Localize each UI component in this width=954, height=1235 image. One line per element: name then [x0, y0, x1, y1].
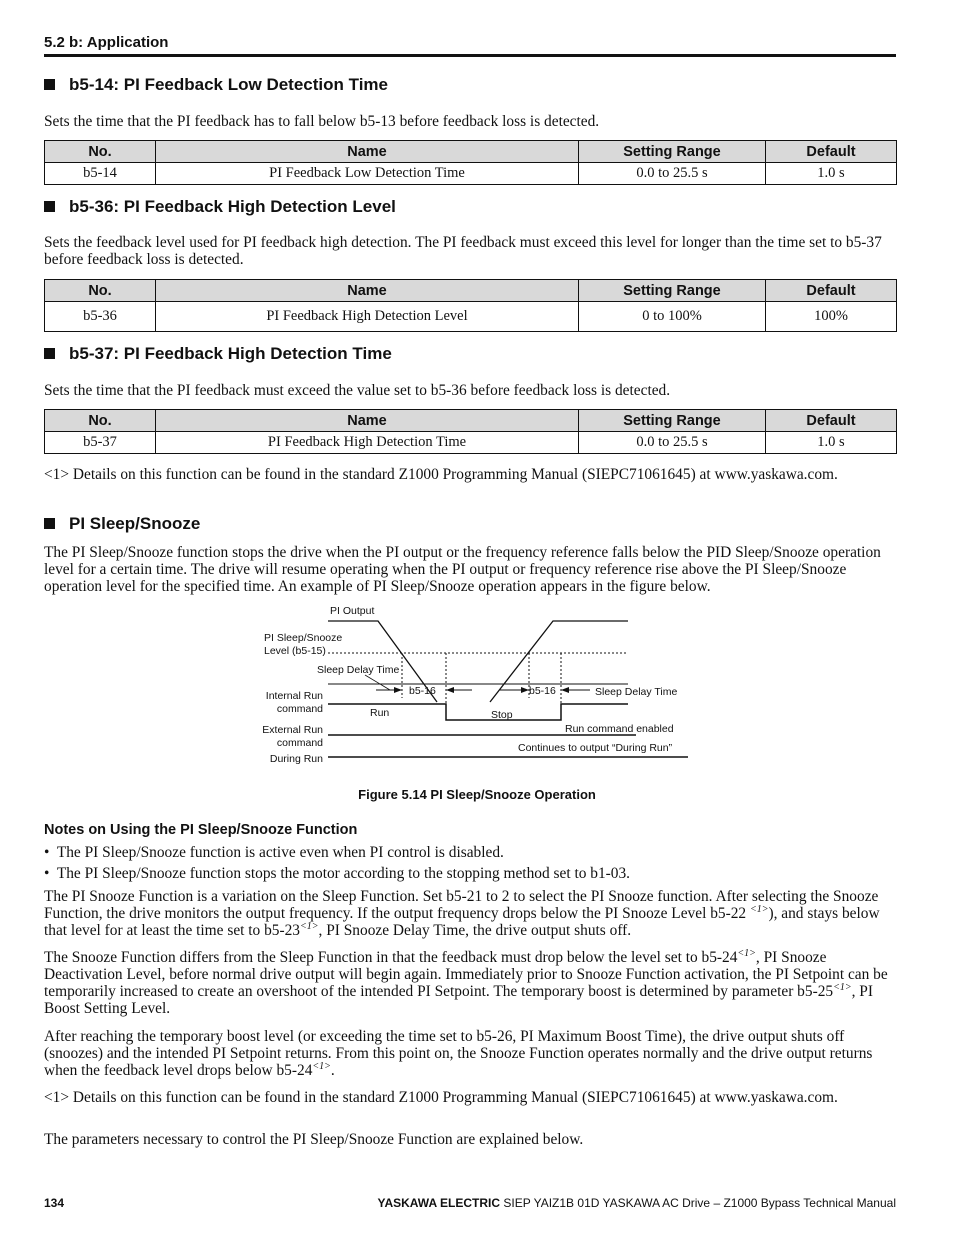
- table-cell: 0.0 to 25.5 s: [579, 432, 766, 454]
- column-header: Setting Range: [579, 280, 766, 302]
- run-label: Run: [370, 707, 390, 719]
- footnote: <1> Details on this function can be found in the standard Z1000 Programming Manual (SIEPC71061645) at www.yaskawa.com.: [44, 1089, 838, 1106]
- text: , PI Snooze Delay Time, the drive output shuts off.: [318, 922, 632, 939]
- text: ), and stays below that level for at least the time set to b5-23: [44, 905, 880, 939]
- paragraph-snooze-3: [44, 1028, 898, 1079]
- internal-run-label-line2: command: [276, 703, 323, 715]
- footnote-ref: <1>: [749, 903, 769, 915]
- footer-text: [378, 1196, 896, 1210]
- footer-doc: SIEP YAIZ1B 01D YASKAWA AC Drive – Z1000 Bypass Technical Manual: [500, 1196, 896, 1210]
- b516-right-label: b5-16: [529, 685, 556, 697]
- continues-label: Continues to output “During Run”: [518, 742, 673, 754]
- paragraph-snooze-2: [44, 949, 898, 1017]
- bullet-text: The PI Sleep/Snooze function is active even when PI control is disabled.: [56, 844, 504, 861]
- column-header: Name: [156, 280, 579, 302]
- heading-text: b5-37: PI Feedback High Detection Time: [69, 344, 392, 363]
- table-cell: PI Feedback High Detection Time: [156, 432, 579, 454]
- table-cell: 0 to 100%: [579, 302, 766, 332]
- text: The PI Snooze Function is a variation on the Sleep Function. Set b5-21 to 2 to select the PI Snooze function. After selecting the Snooze Function, the drive monitors the output frequency. If the output frequency drops below the PI Snooze Level b5-22: [44, 888, 879, 922]
- notes-heading: Notes on Using the PI Sleep/Snooze Function: [44, 822, 358, 838]
- column-header: Default: [766, 141, 897, 163]
- paragraph-snooze-1: [44, 888, 898, 939]
- column-header: Setting Range: [579, 141, 766, 163]
- sleep-delay-right-label: Sleep Delay Time: [595, 686, 678, 698]
- text: , PI Snooze Deactivation Level, before normal drive output will begin again. Immediately prior to Snooze Function activation, the PI Setpoint can be temporarily increased to create an overshoot of the intended PI Setpoint. The temporary boost is determined by parameter b5-25: [44, 949, 888, 1000]
- table-cell: b5-37: [45, 432, 156, 454]
- text: The Snooze Function differs from the Sleep Function in that the feedback must drop below the level set to b5-24: [44, 949, 738, 966]
- run-enabled-label: Run command enabled: [565, 723, 674, 735]
- table-cell: 0.0 to 25.5 s: [579, 163, 766, 185]
- footnote-ref: <1>: [312, 1060, 331, 1072]
- footnote-ref: <1>: [300, 920, 319, 932]
- table-cell: 100%: [766, 302, 897, 332]
- figure-caption: Figure 5.14 PI Sleep/Snooze Operation: [358, 787, 596, 802]
- footnote-ref: <1>: [833, 981, 852, 993]
- footnote-ref: <1>: [737, 947, 756, 959]
- text: , PI Boost Setting Level.: [44, 983, 873, 1017]
- pointer-line: [365, 675, 390, 690]
- column-header: Setting Range: [579, 410, 766, 432]
- column-header: Name: [156, 410, 579, 432]
- table-cell: PI Feedback Low Detection Time: [156, 163, 579, 185]
- bullet-item: • The PI Sleep/Snooze function stops the motor according to the stopping method set to b1-03.: [44, 865, 631, 882]
- column-header: Default: [766, 280, 897, 302]
- table-cell: 1.0 s: [766, 432, 897, 454]
- external-run-label-line1: External Run: [262, 724, 323, 736]
- paragraph: Sets the time that the PI feedback must exceed the value set to b5-36 before feedback loss is detected.: [44, 382, 671, 399]
- paragraph: Sets the feedback level used for PI feedback high detection. The PI feedback must exceed this level for longer than the time set to b5-37 before feedback loss is detected.: [44, 234, 882, 268]
- b516-left-label: b5-16: [409, 685, 436, 697]
- table-cell: b5-36: [45, 302, 156, 332]
- column-header: Name: [156, 141, 579, 163]
- section-header: 5.2 b: Application: [44, 34, 169, 51]
- column-header: No.: [45, 410, 156, 432]
- internal-run-label-line1: Internal Run: [265, 690, 323, 702]
- column-header: No.: [45, 280, 156, 302]
- during-run-label: During Run: [269, 753, 323, 765]
- level-label-line2: Level (b5-15): [264, 645, 326, 657]
- paragraph: The PI Sleep/Snooze function stops the drive when the PI output or the frequency reference falls below the PID Sleep/Snooze operation level for a certain time. The drive will resume operating when the PI output or frequency reference rise above the PI Sleep/Snooze operation level for the specified time. An example of PI Sleep/Snooze operation appears in the figure below.: [44, 544, 881, 595]
- page-number: 134: [44, 1196, 65, 1210]
- table-cell: 1.0 s: [766, 163, 897, 185]
- table-cell: b5-14: [45, 163, 156, 185]
- heading-text: b5-14: PI Feedback Low Detection Time: [69, 75, 388, 94]
- footer-brand: YASKAWA ELECTRIC: [377, 1196, 501, 1210]
- sleep-delay-left-label: Sleep Delay Time: [317, 664, 400, 676]
- level-label-line1: PI Sleep/Snooze: [264, 632, 343, 644]
- external-run-label-line2: command: [276, 737, 323, 749]
- paragraph: The parameters necessary to control the PI Sleep/Snooze Function are explained below.: [44, 1131, 584, 1148]
- bullet-text: The PI Sleep/Snooze function stops the motor according to the stopping method set to b1-03.: [56, 865, 631, 882]
- text: After reaching the temporary boost level (or exceeding the time set to b5-26, PI Maximum Boost Time), the drive output shuts off (snoozes) and the intended PI Setpoint returns. From this point on, the Snooze Function operates normally and the drive output returns when the feedback level drops below b5-24: [44, 1028, 873, 1079]
- pi-output-label: PI Output: [330, 605, 375, 617]
- heading-text: b5-36: PI Feedback High Detection Level: [69, 197, 396, 216]
- table-cell: PI Feedback High Detection Level: [156, 302, 579, 332]
- paragraph: Sets the time that the PI feedback has to fall below b5-13 before feedback loss is detected.: [44, 113, 600, 130]
- column-header: Default: [766, 410, 897, 432]
- text: .: [330, 1062, 335, 1079]
- column-header: No.: [45, 141, 156, 163]
- stop-label: Stop: [491, 709, 513, 721]
- heading-text: PI Sleep/Snooze: [69, 514, 201, 533]
- footnote: <1> Details on this function can be found in the standard Z1000 Programming Manual (SIEPC71061645) at www.yaskawa.com.: [44, 466, 838, 483]
- bullet-item: • The PI Sleep/Snooze function is active even when PI control is disabled.: [44, 844, 504, 861]
